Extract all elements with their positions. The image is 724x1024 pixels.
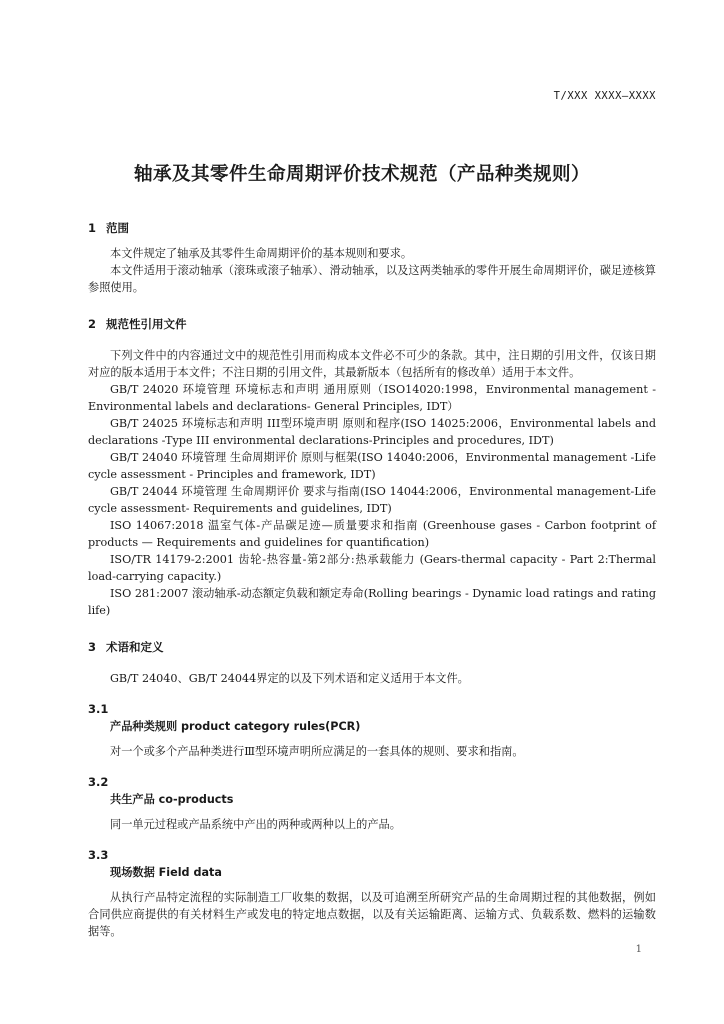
term-number: 3.1 (88, 702, 109, 716)
paragraph: 下列文件中的内容通过文中的规范性引用而构成本文件必不可少的条款。其中，注日期的引用文件，仅该日期对应的版本适用于本文件；不注日期的引用文件，其最新版本（包括所有的修改单）适用于本文件。 (88, 349, 656, 379)
section-number: 3 (88, 640, 97, 654)
term-name: 共生产品 co-products (110, 793, 234, 806)
reference-item: GB/T 24025 环境标志和声明 III型环境声明 原则和程序(ISO 14025:2006，Environmental labels and declarations -Type III environmental declarations-Principles and procedures, IDT) (88, 417, 656, 447)
section-heading-normative-references (88, 316, 656, 333)
term-name: 现场数据 Field data (110, 866, 222, 879)
term-number: 3.2 (88, 775, 109, 789)
document-title: 轴承及其零件生命周期评价技术规范（产品种类规则） (133, 164, 590, 185)
reference-item: GB/T 24044 环境管理 生命周期评价 要求与指南(ISO 14044:2006，Environmental management-Life cycle assessment- Requirements and guidelines, IDT) (88, 485, 656, 515)
term-definition: 同一单元过程或产品系统中产出的两种或两种以上的产品。 (110, 818, 401, 831)
reference-item: ISO/TR 14179-2:2001 齿轮-热容量-第2部分:热承载能力 (Gears-thermal capacity - Part 2:Thermal load-carrying capacity.) (88, 553, 656, 583)
section-number: 2 (88, 317, 97, 331)
section-heading-terms (88, 639, 656, 656)
section-heading-scope (88, 220, 656, 237)
paragraph: 本文件规定了轴承及其零件生命周期评价的基本规则和要求。 (110, 247, 413, 260)
reference-item: ISO 14067:2018 温室气体-产品碳足迹—质量要求和指南 (Greenhouse gases - Carbon footprint of products — Requirements and guidelines for quantification) (88, 519, 656, 549)
paragraph: 本文件适用于滚动轴承（滚珠或滚子轴承）、滑动轴承，以及这两类轴承的零件开展生命周期评价，碳足迹核算参照使用。 (88, 264, 656, 294)
term-number: 3.3 (88, 848, 109, 862)
term-name: 产品种类规则 product category rules(PCR) (110, 720, 361, 733)
term-definition: 对一个或多个产品种类进行Ⅲ型环境声明所应满足的一套具体的规则、要求和指南。 (110, 745, 524, 758)
reference-item: ISO 281:2007 滚动轴承-动态额定负载和额定寿命(Rolling bearings - Dynamic load ratings and rating life) (88, 587, 656, 617)
section-title: 术语和定义 (106, 640, 164, 654)
reference-item: GB/T 24040 环境管理 生命周期评价 原则与框架(ISO 14040:2006，Environmental management -Life cycle assessment - Principles and framework, IDT) (88, 451, 656, 481)
term-definition: 从执行产品特定流程的实际制造工厂收集的数据，以及可追溯至所研究产品的生命周期过程的其他数据，例如合同供应商提供的有关材料生产或发电的特定地点数据，以及有关运输距离、运输方式、负载系数、燃料的运输数据等。 (88, 891, 656, 938)
page-number: 1 (635, 944, 642, 955)
section-title: 范围 (106, 221, 129, 235)
section-title: 规范性引用文件 (106, 317, 187, 331)
paragraph: GB/T 24040、GB/T 24044界定的以及下列术语和定义适用于本文件。 (110, 672, 469, 685)
reference-item: GB/T 24020 环境管理 环境标志和声明 通用原则（ISO14020:1998，Environmental management -Environmental labels and declarations- General Principles, IDT） (88, 383, 656, 413)
document-code: T/XXX XXXX—XXXX (553, 90, 656, 102)
section-number: 1 (88, 221, 97, 235)
document-body (88, 220, 656, 940)
